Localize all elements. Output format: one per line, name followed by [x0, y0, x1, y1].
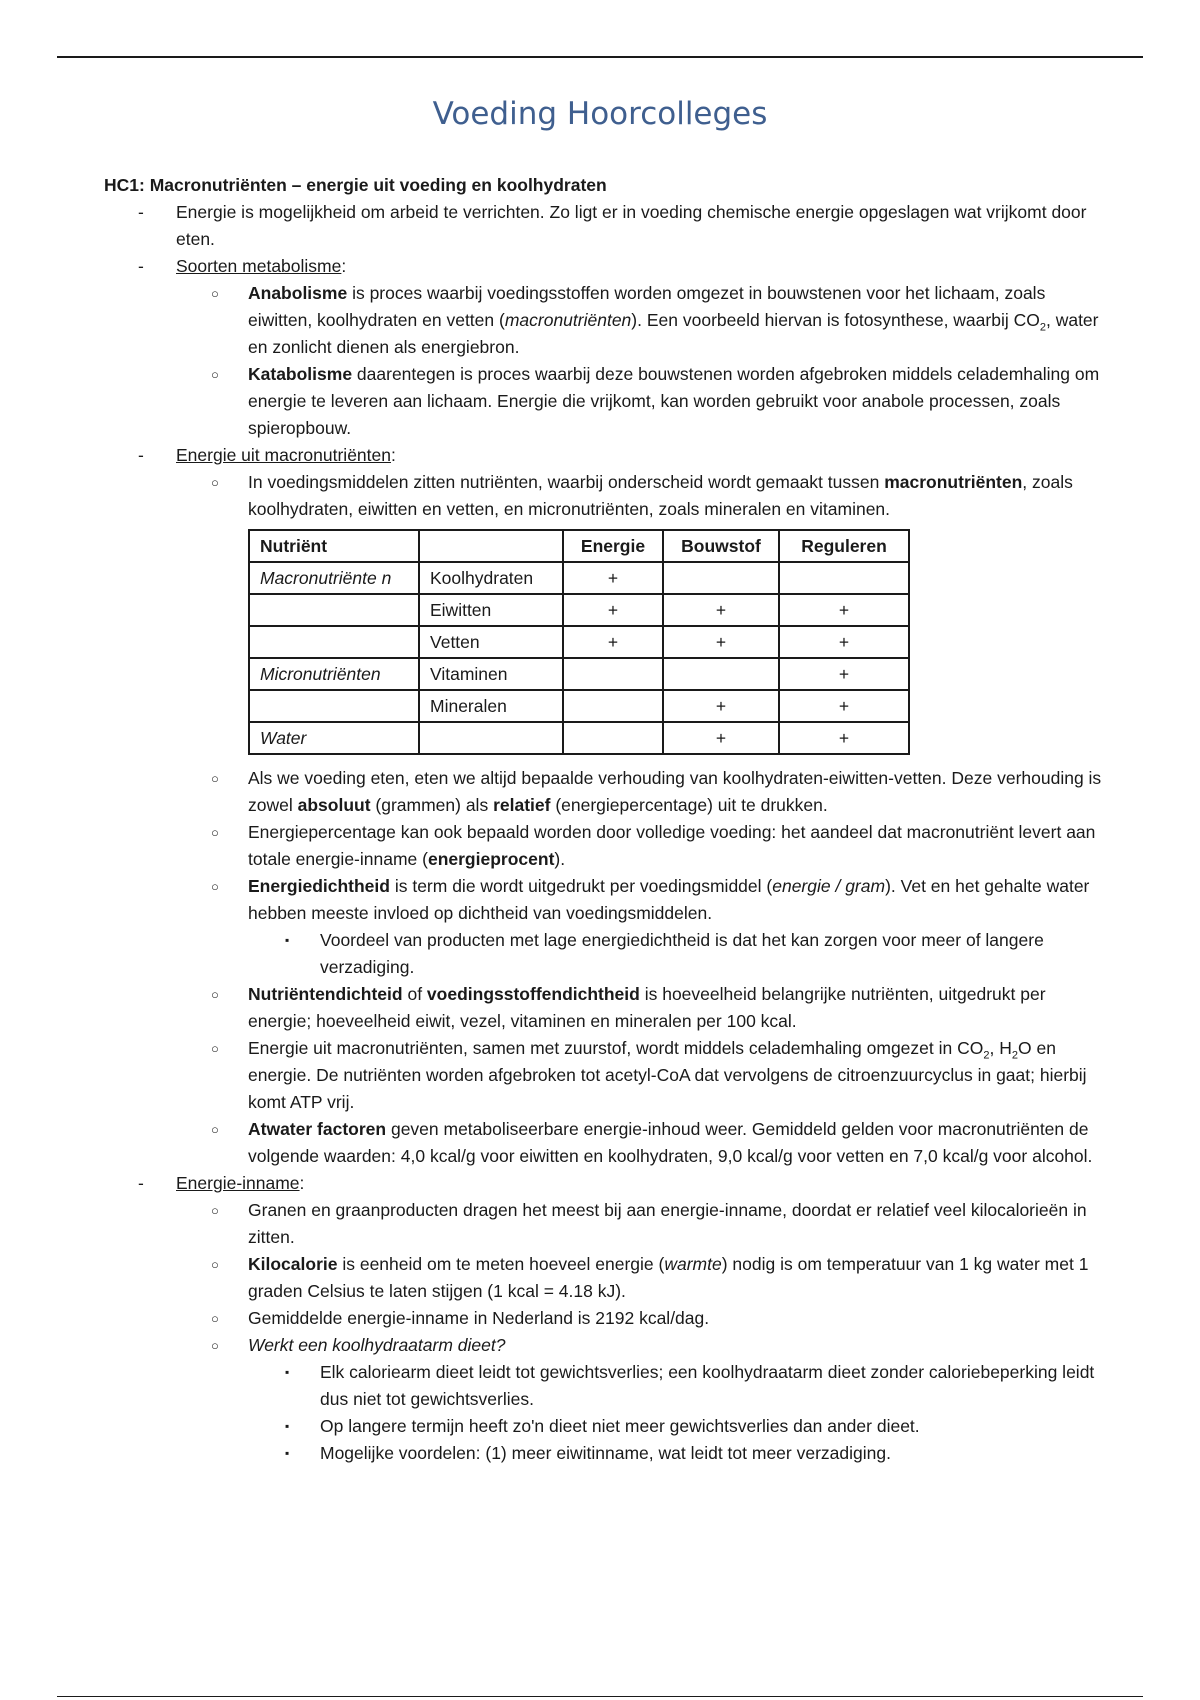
- table-cell: +: [663, 594, 779, 626]
- table-header: [419, 530, 563, 562]
- table-cell: Mineralen: [419, 690, 563, 722]
- table-cell: [563, 690, 663, 722]
- subitem-verzadiging: ▪ Voordeel van producten met lage energiedichtheid is dat het kan zorgen voor meer of langere verzadiging.: [104, 927, 1104, 981]
- subheading-energie-inname: Energie-inname: [176, 1173, 300, 1193]
- bullet-energie-inname: - Energie-inname:: [104, 1170, 1104, 1197]
- item-koolhydraatarm-vraag: ○ Werkt een koolhydraatarm dieet?: [104, 1332, 1104, 1359]
- table-cell: [249, 690, 419, 722]
- item-nutrienten: ○ In voedingsmiddelen zitten nutriënten, waarbij onderscheid wordt gemaakt tussen macronutriënten, zoals koolhydraten, eiwitten en vetten, en micronutriënten, zoals mineralen en vitaminen.: [104, 469, 1104, 523]
- table-cell: Macronutriënte n: [249, 562, 419, 594]
- circle-bullet-icon: ○: [211, 475, 219, 490]
- table-cell: +: [779, 658, 909, 690]
- table-cell: +: [563, 562, 663, 594]
- table-cell: +: [663, 626, 779, 658]
- item-gemiddelde-inname: ○ Gemiddelde energie-inname in Nederland is 2192 kcal/dag.: [104, 1305, 1104, 1332]
- circle-bullet-icon: ○: [211, 286, 219, 301]
- circle-bullet-icon: ○: [211, 1311, 219, 1326]
- section-heading: HC1: Macronutriënten – energie uit voeding en koolhydraten: [104, 175, 607, 195]
- table-cell: Water: [249, 722, 419, 754]
- square-bullet-icon: ▪: [285, 1419, 290, 1433]
- table-header: Bouwstof: [663, 530, 779, 562]
- square-bullet-icon: ▪: [285, 1446, 290, 1460]
- table-cell: +: [563, 626, 663, 658]
- item-atwater: ○ Atwater factoren geven metaboliseerbare energie-inhoud weer. Gemiddeld gelden voor macronutriënten de volgende waarden: 4,0 kcal/g voor eiwitten en koolhydraten, 9,0 kcal/g voor vetten en 7,0 kcal/g voor alcohol.: [104, 1116, 1104, 1170]
- table-cell: +: [779, 626, 909, 658]
- table-cell: Vetten: [419, 626, 563, 658]
- circle-bullet-icon: ○: [211, 825, 219, 840]
- table-cell: [779, 562, 909, 594]
- table-cell: +: [779, 594, 909, 626]
- table-row: [249, 658, 909, 690]
- bullet-macronutrienten: - Energie uit macronutriënten:: [104, 442, 1104, 469]
- table-cell: Koolhydraten: [419, 562, 563, 594]
- table-cell: Eiwitten: [419, 594, 563, 626]
- item-celademhaling: ○ Energie uit macronutriënten, samen met zuurstof, wordt middels celademhaling omgezet in $CO_2$, $H_2O$ en energie. De nutriënten worden afgebroken tot acetyl-CoA dat vervolgens de citroenzuurcyclus in gaat; hierbij komt ATP vrij.: [104, 1035, 1104, 1116]
- circle-bullet-icon: ○: [211, 1338, 219, 1353]
- subitem-voordelen: ▪ Mogelijke voordelen: (1) meer eiwitinname, wat leidt tot meer verzadiging.: [104, 1440, 1104, 1467]
- circle-bullet-icon: ○: [211, 771, 219, 786]
- table-cell: Vitaminen: [419, 658, 563, 690]
- dash-marker: -: [138, 1173, 144, 1193]
- circle-bullet-icon: ○: [211, 879, 219, 894]
- subitem-caloriearm: ▪ Elk caloriearm dieet leidt tot gewichtsverlies; een koolhydraatarm dieet zonder caloriebeperking leidt dus niet tot gewichtsverlies.: [104, 1359, 1104, 1413]
- table-cell: +: [779, 690, 909, 722]
- circle-bullet-icon: ○: [211, 987, 219, 1002]
- subheading-macronutrienten: Energie uit macronutriënten: [176, 445, 391, 465]
- bottom-rule: [57, 1696, 1143, 1697]
- item-verhouding: ○ Als we voeding eten, eten we altijd bepaalde verhouding van koolhydraten-eiwitten-vetten. Deze verhouding is zowel absoluut (grammen) als relatief (energiepercentage) uit te drukken.: [104, 765, 1104, 819]
- document-title: Voeding Hoorcolleges: [432, 96, 768, 132]
- table-cell: [419, 722, 563, 754]
- item-granen: ○ Granen en graanproducten dragen het meest bij aan energie-inname, doordat er relatief veel kilocalorieën in zitten.: [104, 1197, 1104, 1251]
- document-body: [104, 172, 1104, 1467]
- circle-bullet-icon: ○: [211, 367, 219, 382]
- table-cell: [249, 626, 419, 658]
- circle-bullet-icon: ○: [211, 1257, 219, 1272]
- nutrient-table: [248, 529, 910, 755]
- item-nutrientendichtheid: ○ Nutriëntendichteid of voedingsstoffendichtheid is hoeveelheid belangrijke nutriënten, uitgedrukt per energie; hoeveelheid eiwit, vezel, vitaminen en mineralen per 100 kcal.: [104, 981, 1104, 1035]
- table-row: [249, 562, 909, 594]
- dash-marker: -: [138, 256, 144, 276]
- table-cell: +: [779, 722, 909, 754]
- table-row: [249, 626, 909, 658]
- square-bullet-icon: ▪: [285, 1365, 290, 1379]
- item-katabolisme: ○ Katabolisme daarentegen is proces waarbij deze bouwstenen worden afgebroken middels celademhaling om energie te leveren aan lichaam. Energie die vrijkomt, kan worden gebruikt voor anabole processen, zoals spieropbouw.: [104, 361, 1104, 442]
- item-kilocalorie: ○ Kilocalorie is eenheid om te meten hoeveel energie (warmte) nodig is om temperatuur van 1 kg water met 1 graden Celsius te laten stijgen (1 kcal = 4.18 kJ).: [104, 1251, 1104, 1305]
- dash-marker: -: [138, 445, 144, 465]
- table-row: [249, 722, 909, 754]
- table-header-row: [249, 530, 909, 562]
- circle-bullet-icon: ○: [211, 1041, 219, 1056]
- table-header: Reguleren: [779, 530, 909, 562]
- bullet-energie: - Energie is mogelijkheid om arbeid te verrichten. Zo ligt er in voeding chemische energie opgeslagen wat vrijkomt door eten.: [104, 199, 1104, 253]
- table-cell: Micronutriënten: [249, 658, 419, 690]
- table-cell: +: [563, 594, 663, 626]
- table-cell: [249, 594, 419, 626]
- circle-bullet-icon: ○: [211, 1122, 219, 1137]
- table-row: [249, 594, 909, 626]
- square-bullet-icon: ▪: [285, 933, 290, 947]
- table-header: Nutriënt: [249, 530, 419, 562]
- dash-marker: -: [138, 202, 144, 222]
- top-rule: [57, 56, 1143, 58]
- item-energiedichtheid: ○ Energiedichtheid is term die wordt uitgedrukt per voedingsmiddel (energie / gram). Vet en het gehalte water hebben meeste invloed op dichtheid van voedingsmiddelen.: [104, 873, 1104, 927]
- item-anabolisme: ○ Anabolisme is proces waarbij voedingsstoffen worden omgezet in bouwstenen voor het lichaam, zoals eiwitten, koolhydraten en vetten (macronutriënten). Een voorbeeld hiervan is fotosynthese, waarbij $CO_2$, water en zonlicht dienen als energiebron.: [104, 280, 1104, 361]
- table-cell: [663, 562, 779, 594]
- table-cell: [663, 658, 779, 690]
- circle-bullet-icon: ○: [211, 1203, 219, 1218]
- table-cell: +: [663, 690, 779, 722]
- table-cell: [563, 722, 663, 754]
- table-row: [249, 690, 909, 722]
- subheading-metabolisme: Soorten metabolisme: [176, 256, 342, 276]
- table-cell: [563, 658, 663, 690]
- subitem-langere-termijn: ▪ Op langere termijn heeft zo'n dieet niet meer gewichtsverlies dan ander dieet.: [104, 1413, 1104, 1440]
- table-header: Energie: [563, 530, 663, 562]
- item-energiepercentage: ○ Energiepercentage kan ook bepaald worden door volledige voeding: het aandeel dat macronutriënt levert aan totale energie-inname (energieprocent).: [104, 819, 1104, 873]
- table-cell: +: [663, 722, 779, 754]
- bullet-metabolisme: - Soorten metabolisme:: [104, 253, 1104, 280]
